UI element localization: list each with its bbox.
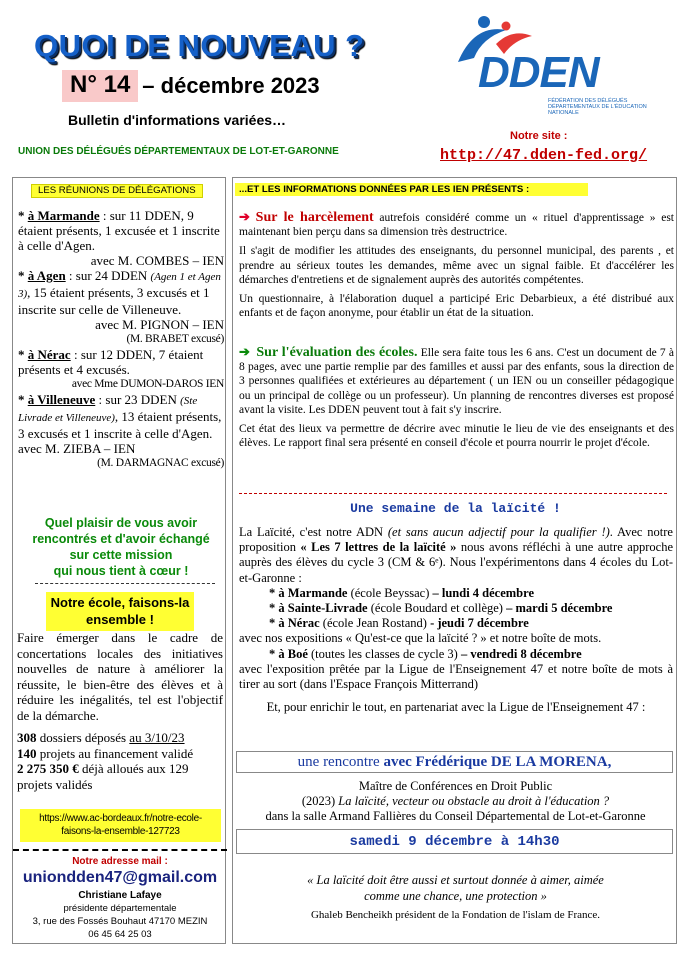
- divider: [35, 583, 215, 584]
- plaisir-message: Quel plaisir de vous avoir rencontrés et d'avoir échangé sur cette mission qui nous tient à cœur !: [32, 516, 210, 578]
- address-label: Notre adresse mail :: [72, 856, 168, 867]
- ecole-item: * à Marmande (école Beyssac) – lundi 4 décembre: [269, 585, 535, 600]
- bulletin-subtitle: Bulletin d'informations variées…: [68, 112, 287, 128]
- newsletter-title: QUOI DE NOUVEAU ?: [34, 28, 365, 63]
- ecole-text: Faire émerger dans le cadre de concertations locales des initiatives nouvelles de nature à améliorer la réussite, le bien-être des élèves et à réduire les inégalités, tel est l'objectif de la démarche.: [17, 630, 223, 723]
- issue-date: – décembre 2023: [142, 73, 320, 98]
- contact-role: présidente départementale: [63, 903, 177, 914]
- expo-text: avec l'exposition prêtée par la Ligue de l'Enseignement 47 et notre boîte de mots à tirer au sort (dans l'Espace François Mitterrand): [239, 661, 673, 692]
- quote: « La laïcité doit être aussi et surtout donnée à aimer, aimée comme une chance, une protection »: [307, 873, 604, 903]
- marmande-ien: avec M. COMBES – IEN: [90, 253, 224, 268]
- reunions-list: [18, 208, 224, 471]
- contact-phone: 06 45 64 25 03: [88, 929, 152, 940]
- arrow-right-icon: ➔: [239, 344, 250, 359]
- left-column: [12, 177, 226, 944]
- divider: [239, 493, 667, 494]
- laicite-section: La Laïcité, c'est notre ADN (et sans aucun adjectif pour la qualifier !). Avec notre proposition « Les 7 lettres de la laïcité » nous avons réfléchi à une autre approche auprès des élèves du cycle 3 (CM & 6ᵉ). Nous l'expérimentons dans 4 écoles du Lot-et-Garonne : * à Marmande (école Beyssac) – lundi 4 décembre * à Sainte-Livrade (école Boudard et collège) – mardi 5 décembre * à Nérac (école Jean Rostand) - jeudi 7 décembre avec nos expositions « Qu'est-ce que la laïcité ? » et notre boîte de mots. * à Boé (toutes les classes de cycle 3) – vendredi 8 décembre avec l'exposition prêtée par la Ligue de l'Enseignement 47 et notre boîte de mots à tirer au sort (dans l'Espace François Mitterrand) Et, pour enrichir le tout, en partenariat avec la Ligue de l'Enseignement 47 :: [239, 525, 674, 715]
- reunion-nerac: * à Nérac : sur 12 DDEN, 7 étaient présents et 4 excusés.: [18, 347, 204, 377]
- partenariat-text: Et, pour enrichir le tout, en partenariat avec la Ligue de l'Enseignement 47 :: [266, 700, 646, 715]
- event-date: samedi 9 décembre à 14h30: [236, 829, 673, 854]
- ecole-item: * à Nérac (école Jean Rostand) - jeudi 7 décembre: [269, 616, 529, 631]
- logo-text: DDEN: [478, 48, 599, 97]
- contact-block: [13, 856, 227, 941]
- dden-logo: [448, 14, 658, 114]
- ien-label: ...ET LES INFORMATIONS DONNÉES PAR LES IEN PRÉSENTS :: [235, 183, 588, 196]
- conference-details: Maître de Conférences en Droit Public (2023) La laïcité, vecteur ou obstacle au droit à l'éducation ? dans la salle Armand Fallières du Conseil Départemental de Lot-et-Garonne: [265, 779, 646, 823]
- reunion-marmande: * à Marmande : sur 11 DDEN, 9 étaient présents, 1 excusée et 1 inscrite à celle d'Agen.: [18, 208, 220, 253]
- issue-number: N° 14: [62, 70, 138, 102]
- semaine-title: Une semaine de la laïcité !: [350, 501, 561, 516]
- expo-text: avec nos expositions « Qu'est-ce que la laïcité ? » et notre boîte de mots.: [239, 631, 602, 646]
- arrow-right-icon: ➔: [239, 209, 250, 224]
- email-link[interactable]: uniondden47@gmail.com: [22, 869, 218, 886]
- right-column: [232, 177, 677, 944]
- agen-ien: avec M. PIGNON – IEN: [95, 317, 224, 332]
- quote-source: Ghaleb Bencheikh président de la Fondation de l'islam de France.: [310, 909, 601, 921]
- contact-address: 3, rue des Fossés Bouhaut 47170 MEZIN: [32, 916, 208, 927]
- agen-excuse: (M. BRABET excusé): [126, 333, 224, 345]
- site-link[interactable]: http://47.dden-fed.org/: [440, 147, 648, 164]
- harcelement-section: ➔ Sur le harcèlement autrefois considéré comme un « rituel d'apprentissage » est maintenant bien perçu dans sa dimension très destructrice. Il s'agit de modifier les attitudes des enseignants, du personnel municipal, des parents , et prendre au sérieux toutes les demandes, même avec un signal faible. Et d'accélérer les démarches d'entretiens et de signalement auprès des autorités compétentes. Un questionnaire, à l'élaboration duquel a participé Eric Debarbieux, a été distribué aux enfants et de façon anonyme, pour établir un état de la situation.: [239, 209, 674, 320]
- ecole-title: Notre école, faisons-la ensemble !: [46, 592, 194, 631]
- issue-row: [62, 70, 320, 102]
- evaluation-section: ➔ Sur l'évaluation des écoles. Elle sera faite tous les 6 ans. C'est un document de 7 à 8 pages, avec une partie remplie par des familles et aussi par des enfants, sous la direction de 3 personnes qualifiées et extérieures au département ( un IEN ou un conseiller pédagogique ou un principal de collège ou un professeur). Un planning de rencontres diverses est proposé avant la visite. Les DDEN peuvent tout à fait s'y inscrire. Cet état des lieux va permettre de décrire avec minutie le lieu de vie des enseignants et des élèves. Le rapport final sera présenté en conseil d'école et pourra nourrir le projet d'école.: [239, 344, 675, 450]
- union-name: UNION DES DÉLÉGUÉS DÉPARTEMENTAUX DE LOT-ET-GARONNE: [18, 146, 339, 157]
- ecole-item: * à Sainte-Livrade (école Boudard et collège) – mardi 5 décembre: [269, 601, 613, 616]
- reunion-agen: * à Agen : sur 24 DDEN (Agen 1 et Agen 3), 15 étaient présents, 3 excusés et 1 inscrite sur celle de Villeneuve.: [18, 268, 221, 317]
- nerac-ien: avec Mme DUMON-DAROS IEN: [71, 378, 224, 390]
- villeneuve-excuse: (M. DARMAGNAC excusé): [97, 457, 224, 469]
- ecole-link[interactable]: https://www.ac-bordeaux.fr/notre-ecole-faisons-la-ensemble-127723: [20, 809, 221, 842]
- logo-subtext: FÉDÉRATION DES DÉLÉGUÉS DÉPARTEMENTAUX DE L'ÉDUCATION NATIONALE: [548, 98, 647, 116]
- reunion-villeneuve: * à Villeneuve : sur 23 DDEN (Ste Livrade et Villeneuve), 13 étaient présents, 3 excusés et 1 inscrite à celle d'Agen. avec M. ZIEBA – IEN: [18, 392, 222, 456]
- ecole-item: * à Boé (toutes les classes de cycle 3) – vendredi 8 décembre: [269, 646, 582, 661]
- reunions-label: LES RÉUNIONS DE DÉLÉGATIONS: [31, 184, 203, 198]
- divider: [13, 849, 227, 851]
- contact-name: Christiane Lafaye: [78, 890, 162, 901]
- ecole-stats: 308 dossiers déposés au 3/10/23 140 projets au financement validé 2 275 350 € déjà alloués aux 129 projets validés: [17, 730, 194, 792]
- rencontre-box: une rencontre avec Frédérique DE LA MORENA,: [236, 751, 673, 773]
- site-label: Notre site :: [510, 130, 568, 142]
